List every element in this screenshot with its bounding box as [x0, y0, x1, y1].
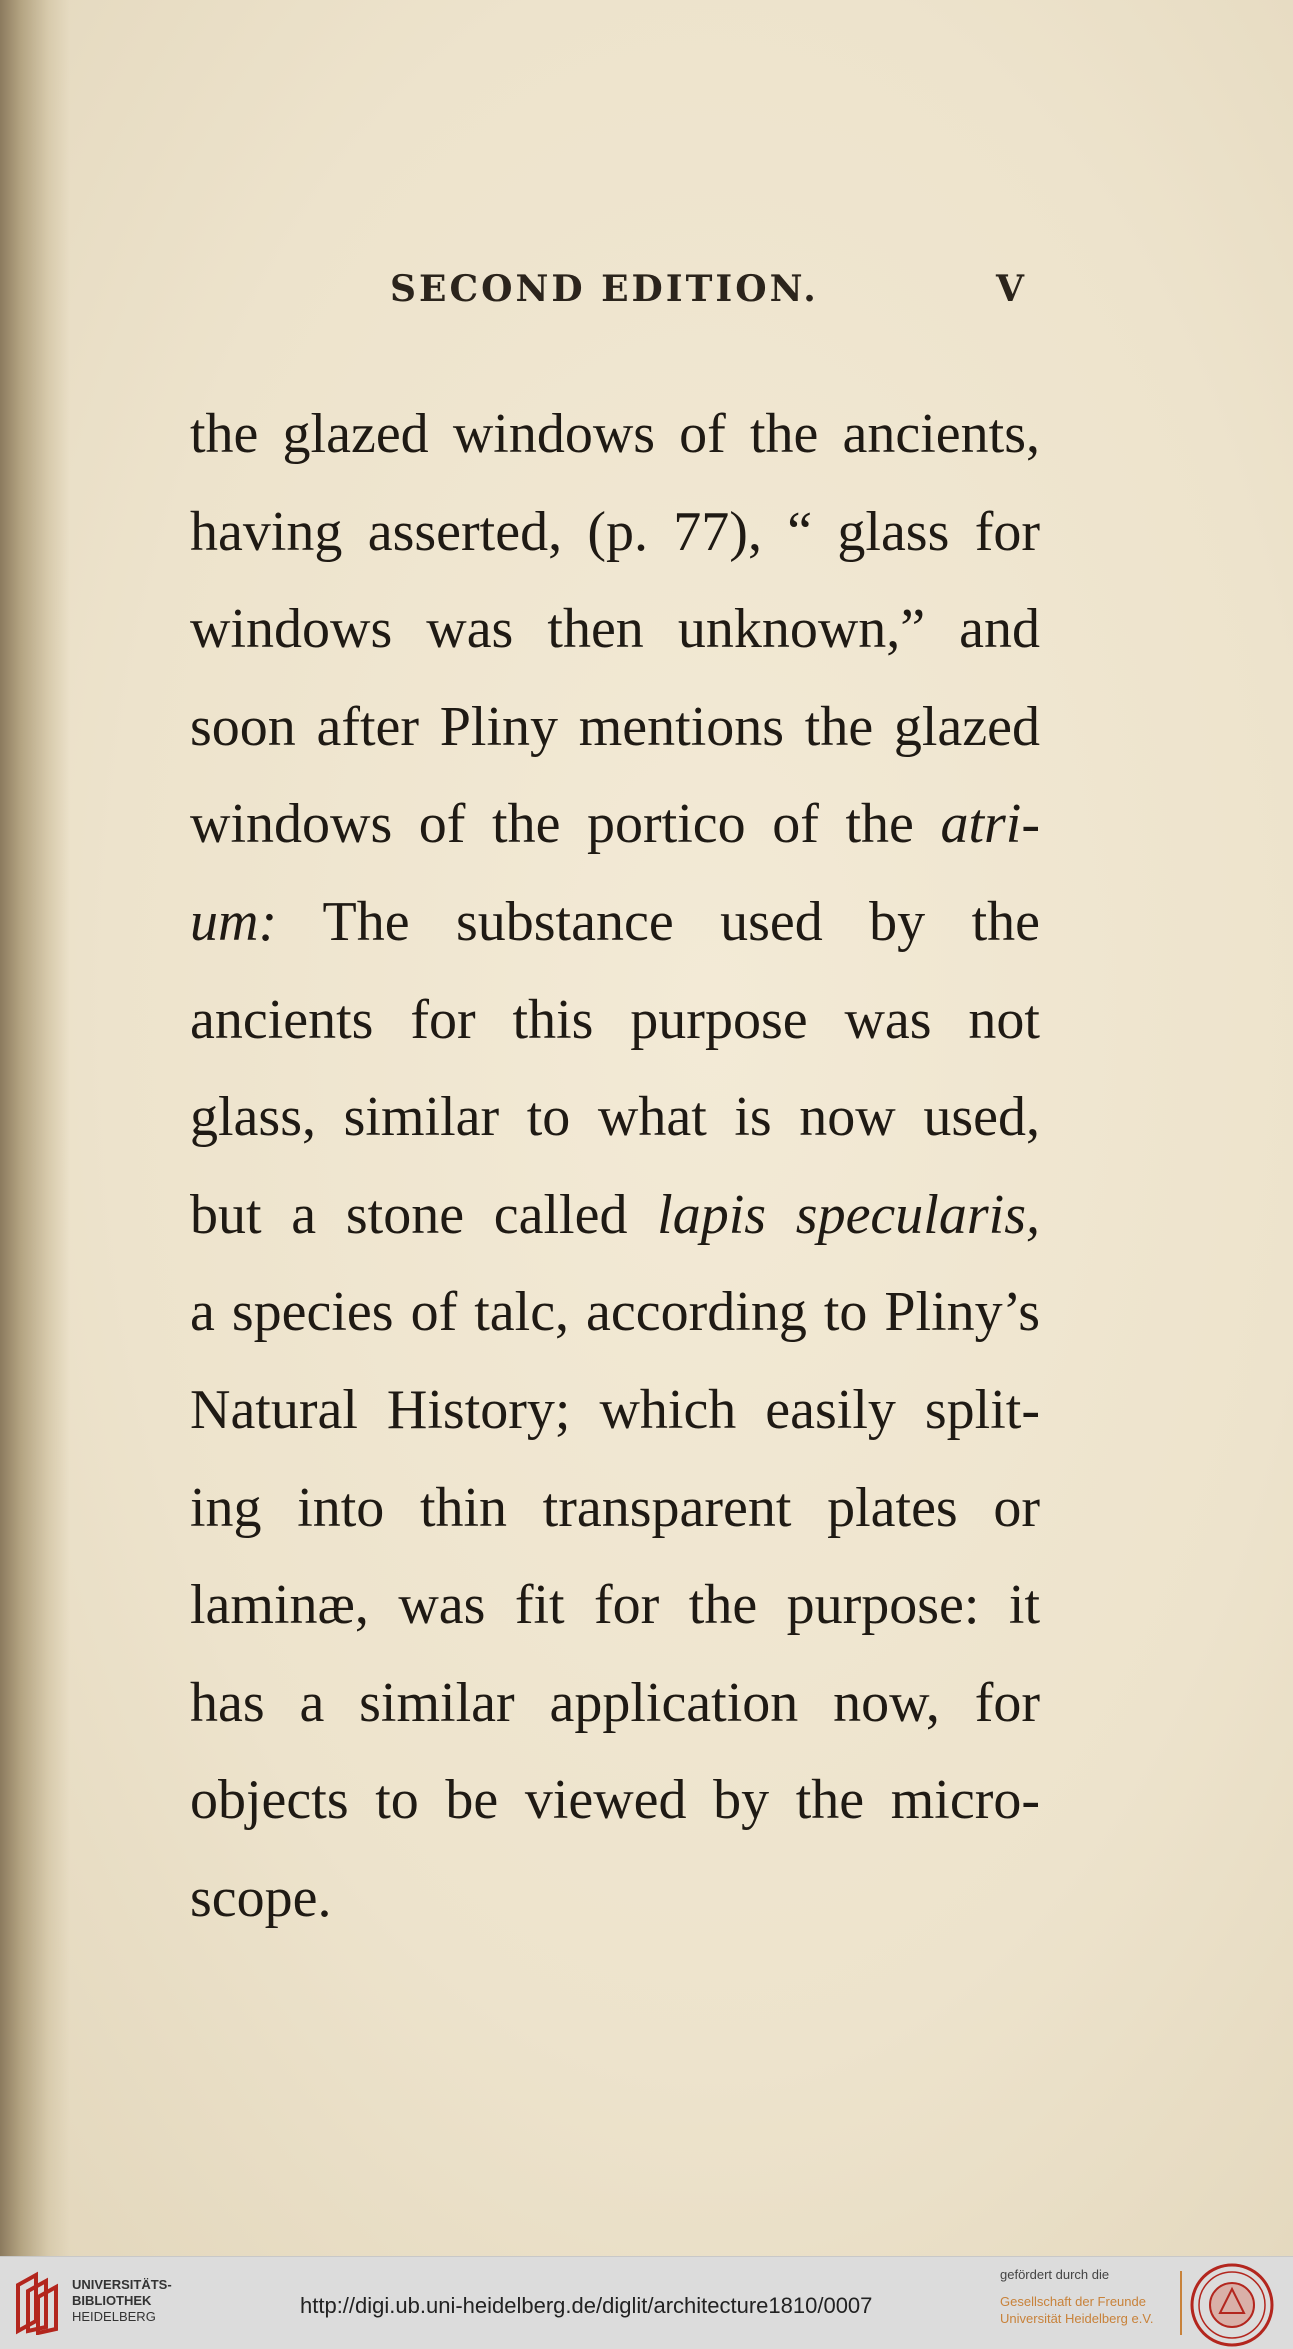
footer-bar	[0, 2256, 1293, 2349]
text-line: objects to be viewed by the micro-	[190, 1769, 1040, 1832]
italic-phrase: lapis specularis,	[657, 1183, 1040, 1246]
library-name-line: UNIVERSITÄTS-	[72, 2277, 172, 2292]
text-line: but a stone called lapis specularis,	[190, 1183, 1040, 1246]
library-name-line: HEIDELBERG	[72, 2309, 156, 2324]
library-logo-icon	[14, 2271, 62, 2335]
text-line: a species of talc, according to Pliny’s	[190, 1281, 1040, 1344]
permalink-url[interactable]: http://digi.ub.uni-heidelberg.de/diglit/architecture1810/0007	[300, 2293, 873, 2318]
italic-word: um:	[190, 890, 278, 953]
sponsor-name-line: Universität Heidelberg e.V.	[1000, 2311, 1154, 2326]
text-line: um: The substance used by the	[190, 890, 1040, 953]
library-name-line: BIBLIOTHEK	[72, 2293, 152, 2308]
text-line: has a similar application now, for	[190, 1671, 1040, 1734]
sponsor-label: gefördert durch die	[1000, 2267, 1110, 2282]
text-line: the glazed windows of the ancients,	[190, 403, 1040, 465]
page-gutter-shadow	[0, 0, 70, 2256]
text-line: ancients for this purpose was not	[190, 988, 1040, 1051]
page-number: V	[996, 268, 1024, 310]
university-seal-icon	[1190, 2263, 1274, 2347]
text-line: Natural History; which easily split-	[190, 1378, 1040, 1441]
sponsor-name-line: Gesellschaft der Freunde	[1000, 2294, 1146, 2309]
sponsor-name	[1000, 2293, 1153, 2327]
library-name	[72, 2277, 172, 2325]
page-header	[0, 268, 1293, 318]
running-head: SECOND EDITION.	[390, 268, 819, 310]
text-line: scope.	[190, 1866, 332, 1929]
text-line: windows of the portico of the atri-	[190, 793, 1040, 856]
text-line: windows was then unknown,” and	[190, 598, 1040, 661]
italic-word: atri-	[940, 793, 1040, 856]
footer-divider	[1180, 2271, 1182, 2335]
text-line: having asserted, (p. 77), “ glass for	[190, 500, 1040, 563]
text-line: ing into thin transparent plates or	[190, 1476, 1040, 1539]
body-text	[190, 386, 1040, 1948]
text-line: glass, similar to what is now used,	[190, 1086, 1040, 1149]
text-line: soon after Pliny mentions the glazed	[190, 695, 1040, 758]
text-line: laminæ, was fit for the purpose: it	[190, 1574, 1040, 1637]
